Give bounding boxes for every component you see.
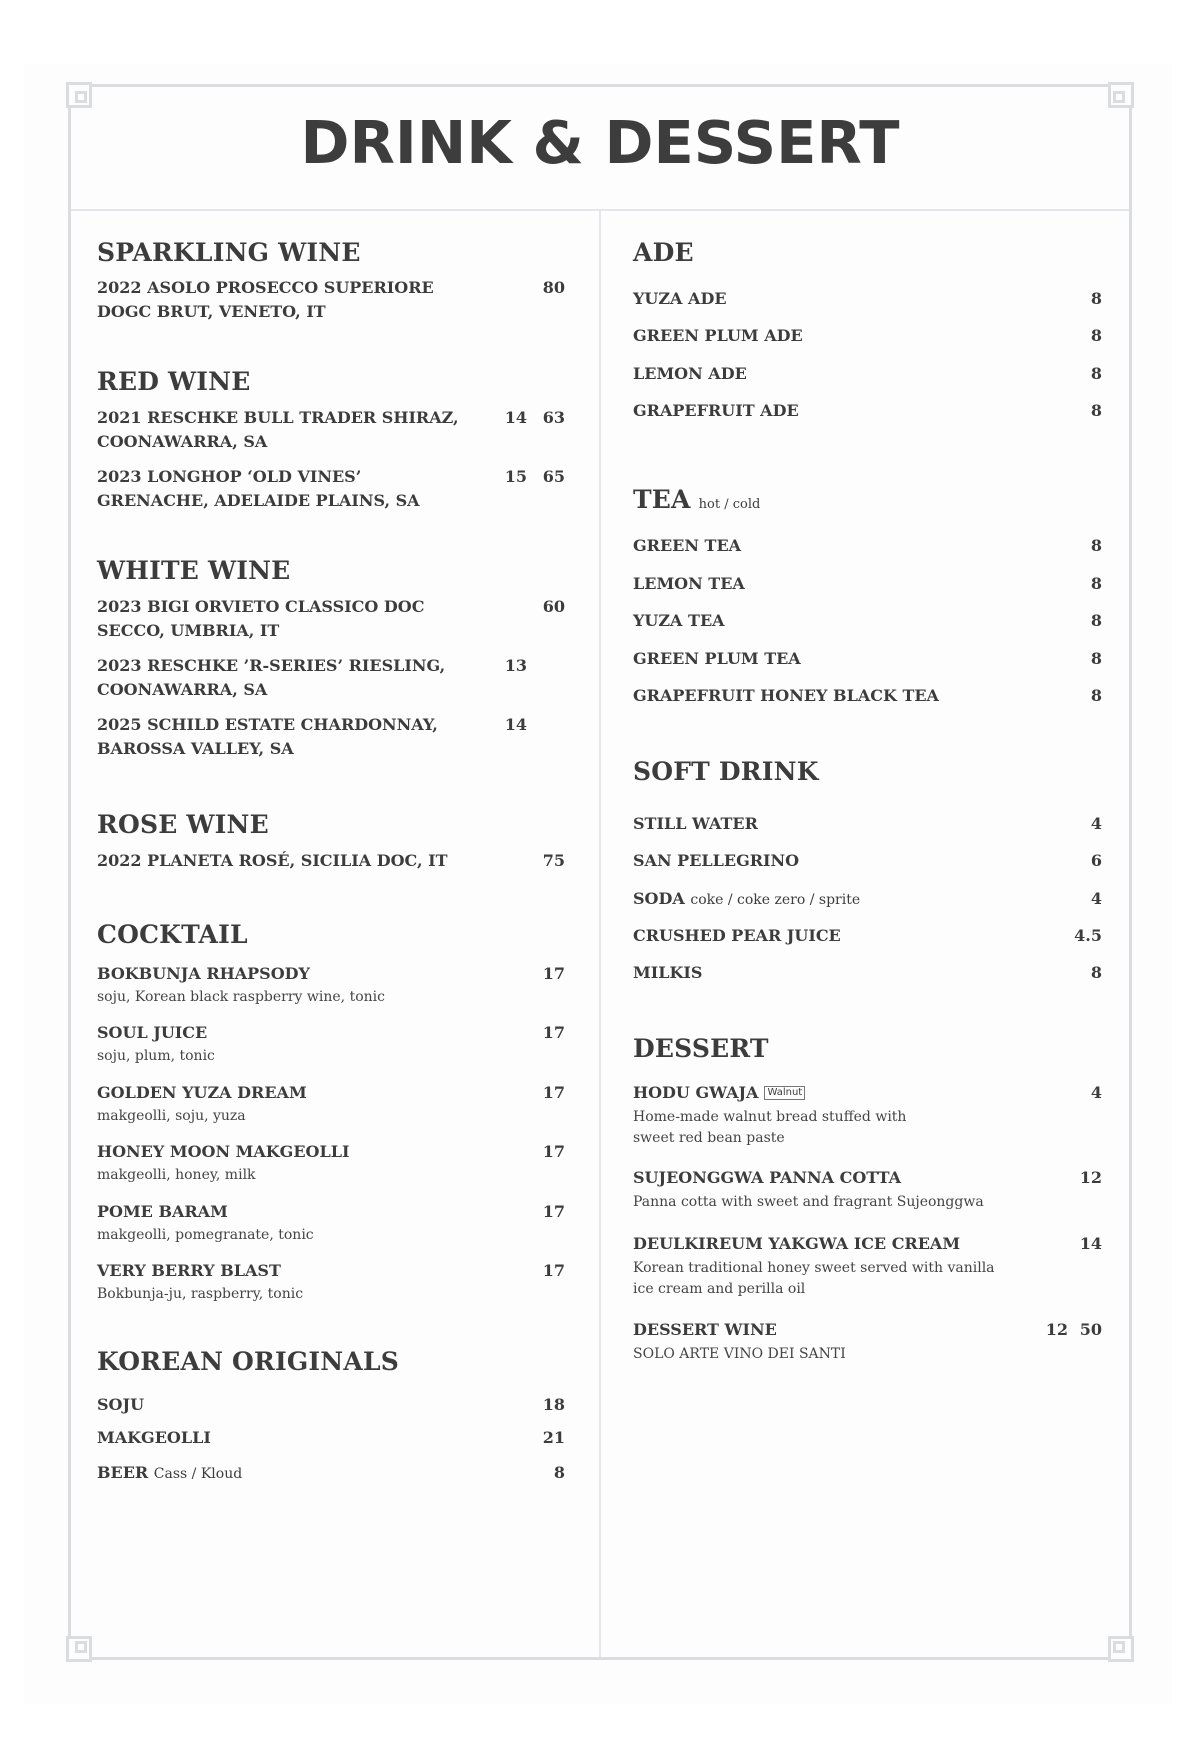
menu-item-name: 2021 RESCHKE BULL TRADER SHIRAZ, — [97, 408, 459, 427]
menu-item-description: Bokbunja-ju, raspberry, tonic — [97, 1286, 304, 1302]
menu-item-description-cont: ice cream and perilla oil — [633, 1281, 806, 1297]
menu-item-name: GRAPEFRUIT HONEY BLACK TEA — [633, 686, 939, 705]
price: 8 — [1090, 289, 1102, 308]
menu-item-name: YUZA TEA — [633, 611, 725, 630]
section-heading-korean-originals: KOREAN ORIGINALS — [97, 1347, 399, 1376]
glass-price: 13 — [504, 656, 527, 675]
price: 8 — [1090, 611, 1102, 630]
page-title: DRINK & DESSERT — [300, 108, 900, 177]
price: 8 — [1090, 574, 1102, 593]
menu-item-name-cont: DOGC BRUT, VENETO, IT — [97, 302, 326, 321]
menu-item-description: Home-made walnut bread stuffed with — [633, 1109, 907, 1125]
menu-item-name-cont: GRENACHE, ADELAIDE PLAINS, SA — [97, 491, 420, 510]
price: 4 — [1090, 1083, 1102, 1102]
price: 17 — [542, 1023, 565, 1042]
menu-item-name: GOLDEN YUZA DREAM — [97, 1083, 307, 1102]
menu-item-description: makgeolli, soju, yuza — [97, 1108, 246, 1124]
menu-item-description: SOLO ARTE VINO DEI SANTI — [633, 1346, 846, 1362]
price: 8 — [1090, 326, 1102, 345]
menu-item-name-cont: BAROSSA VALLEY, SA — [97, 739, 294, 758]
section-heading-tea — [633, 485, 760, 514]
menu-item-description: Korean traditional honey sweet served with vanilla — [633, 1260, 995, 1276]
menu-item-name: SOUL JUICE — [97, 1023, 208, 1042]
section-heading-red-wine: RED WINE — [97, 367, 251, 396]
menu-item-options: Cass / Kloud — [153, 1466, 243, 1482]
menu-item-description: makgeolli, pomegranate, tonic — [97, 1227, 314, 1243]
glass-price: 12 — [1045, 1320, 1068, 1339]
bottle-price: 75 — [542, 851, 565, 870]
corner-ornament-top-left — [66, 82, 92, 108]
price: 8 — [1090, 686, 1102, 705]
menu-item-options: coke / coke zero / sprite — [690, 892, 861, 908]
glass-price: 14 — [504, 715, 527, 734]
price: 4 — [1090, 889, 1102, 908]
menu-item-name: MAKGEOLLI — [97, 1428, 211, 1447]
corner-ornament-bottom-right — [1108, 1636, 1134, 1662]
price: 14 — [1079, 1234, 1102, 1253]
price: 18 — [542, 1395, 565, 1414]
price: 8 — [1090, 963, 1102, 982]
price: 4.5 — [1074, 926, 1102, 945]
menu-item-name: YUZA ADE — [633, 289, 727, 308]
menu-item-name: LEMON ADE — [633, 364, 747, 383]
menu-item-name: 2025 SCHILD ESTATE CHARDONNAY, — [97, 715, 438, 734]
corner-ornament-bottom-left — [66, 1636, 92, 1662]
menu-item-name: 2022 ASOLO PROSECCO SUPERIORE — [97, 278, 434, 297]
price: 6 — [1090, 851, 1102, 870]
column-divider — [599, 211, 601, 1657]
bottle-price: 50 — [1079, 1320, 1102, 1339]
allergen-badge: Walnut — [764, 1086, 805, 1100]
menu-item-name-cont: SECCO, UMBRIA, IT — [97, 621, 280, 640]
menu-item-name: MILKIS — [633, 963, 703, 982]
price: 17 — [542, 1083, 565, 1102]
price: 8 — [1090, 649, 1102, 668]
menu-item-name: GRAPEFRUIT ADE — [633, 401, 799, 420]
section-heading-soft-drink: SOFT DRINK — [633, 757, 819, 786]
section-heading-sparkling-wine: SPARKLING WINE — [97, 238, 361, 267]
bottle-price: 60 — [542, 597, 565, 616]
menu-item-name: HODU GWAJA — [633, 1083, 759, 1102]
corner-ornament-top-right — [1108, 82, 1134, 108]
price: 12 — [1079, 1168, 1102, 1187]
menu-item-name: SODA — [633, 889, 685, 908]
menu-item-name: BOKBUNJA RHAPSODY — [97, 964, 310, 983]
price: 17 — [542, 1261, 565, 1280]
menu-item-name: STILL WATER — [633, 814, 758, 833]
menu-item-name-cont: COONAWARRA, SA — [97, 680, 268, 699]
price: 21 — [542, 1428, 565, 1447]
menu-item-description: Panna cotta with sweet and fragrant Sujeonggwa — [633, 1194, 984, 1210]
section-heading-rose-wine: ROSE WINE — [97, 810, 269, 839]
bottle-price: 65 — [542, 467, 565, 486]
price: 8 — [1090, 401, 1102, 420]
price: 8 — [1090, 536, 1102, 555]
menu-item-hodu-gwaja — [633, 1081, 805, 1105]
menu-item-name: POME BARAM — [97, 1202, 228, 1221]
price: 17 — [542, 1202, 565, 1221]
menu-item-name: SUJEONGGWA PANNA COTTA — [633, 1168, 902, 1187]
tea-heading-note: hot / cold — [698, 497, 761, 512]
section-heading-white-wine: WHITE WINE — [97, 556, 291, 585]
menu-item-description-cont: sweet red bean paste — [633, 1130, 785, 1146]
menu-item-name-cont: COONAWARRA, SA — [97, 432, 268, 451]
menu-item-beer — [97, 1461, 242, 1486]
menu-item-name: SOJU — [97, 1395, 145, 1414]
tea-heading-text: TEA — [633, 485, 691, 514]
menu-item-name: 2022 PLANETA ROSÉ, SICILIA DOC, IT — [97, 851, 448, 870]
menu-item-name: SAN PELLEGRINO — [633, 851, 800, 870]
menu-item-description: soju, plum, tonic — [97, 1048, 215, 1064]
price: 17 — [542, 1142, 565, 1161]
menu-item-name: HONEY MOON MAKGEOLLI — [97, 1142, 350, 1161]
menu-item-name: DEULKIREUM YAKGWA ICE CREAM — [633, 1234, 961, 1253]
menu-item-name: GREEN TEA — [633, 536, 742, 555]
section-heading-ade: ADE — [633, 238, 694, 267]
menu-item-name: DESSERT WINE — [633, 1320, 777, 1339]
menu-item-description: soju, Korean black raspberry wine, tonic — [97, 989, 385, 1005]
menu-item-name: 2023 LONGHOP ‘OLD VINES’ — [97, 467, 362, 486]
menu-item-name: GREEN PLUM ADE — [633, 326, 803, 345]
glass-price: 14 — [504, 408, 527, 427]
price: 4 — [1090, 814, 1102, 833]
bottle-price: 80 — [542, 278, 565, 297]
menu-item-soda — [633, 887, 860, 912]
price: 17 — [542, 964, 565, 983]
menu-item-name: GREEN PLUM TEA — [633, 649, 801, 668]
menu-item-name: LEMON TEA — [633, 574, 745, 593]
menu-item-description: makgeolli, honey, milk — [97, 1167, 256, 1183]
menu-item-name: VERY BERRY BLAST — [97, 1261, 281, 1280]
menu-item-name: BEER — [97, 1463, 149, 1482]
menu-item-name: 2023 RESCHKE ’R-SERIES’ RIESLING, — [97, 656, 446, 675]
bottle-price: 63 — [542, 408, 565, 427]
section-heading-dessert: DESSERT — [633, 1034, 769, 1063]
section-heading-cocktail: COCKTAIL — [97, 920, 248, 949]
menu-item-name: 2023 BIGI ORVIETO CLASSICO DOC — [97, 597, 425, 616]
glass-price: 15 — [504, 467, 527, 486]
price: 8 — [1090, 364, 1102, 383]
price: 8 — [553, 1463, 565, 1482]
menu-item-name: CRUSHED PEAR JUICE — [633, 926, 841, 945]
